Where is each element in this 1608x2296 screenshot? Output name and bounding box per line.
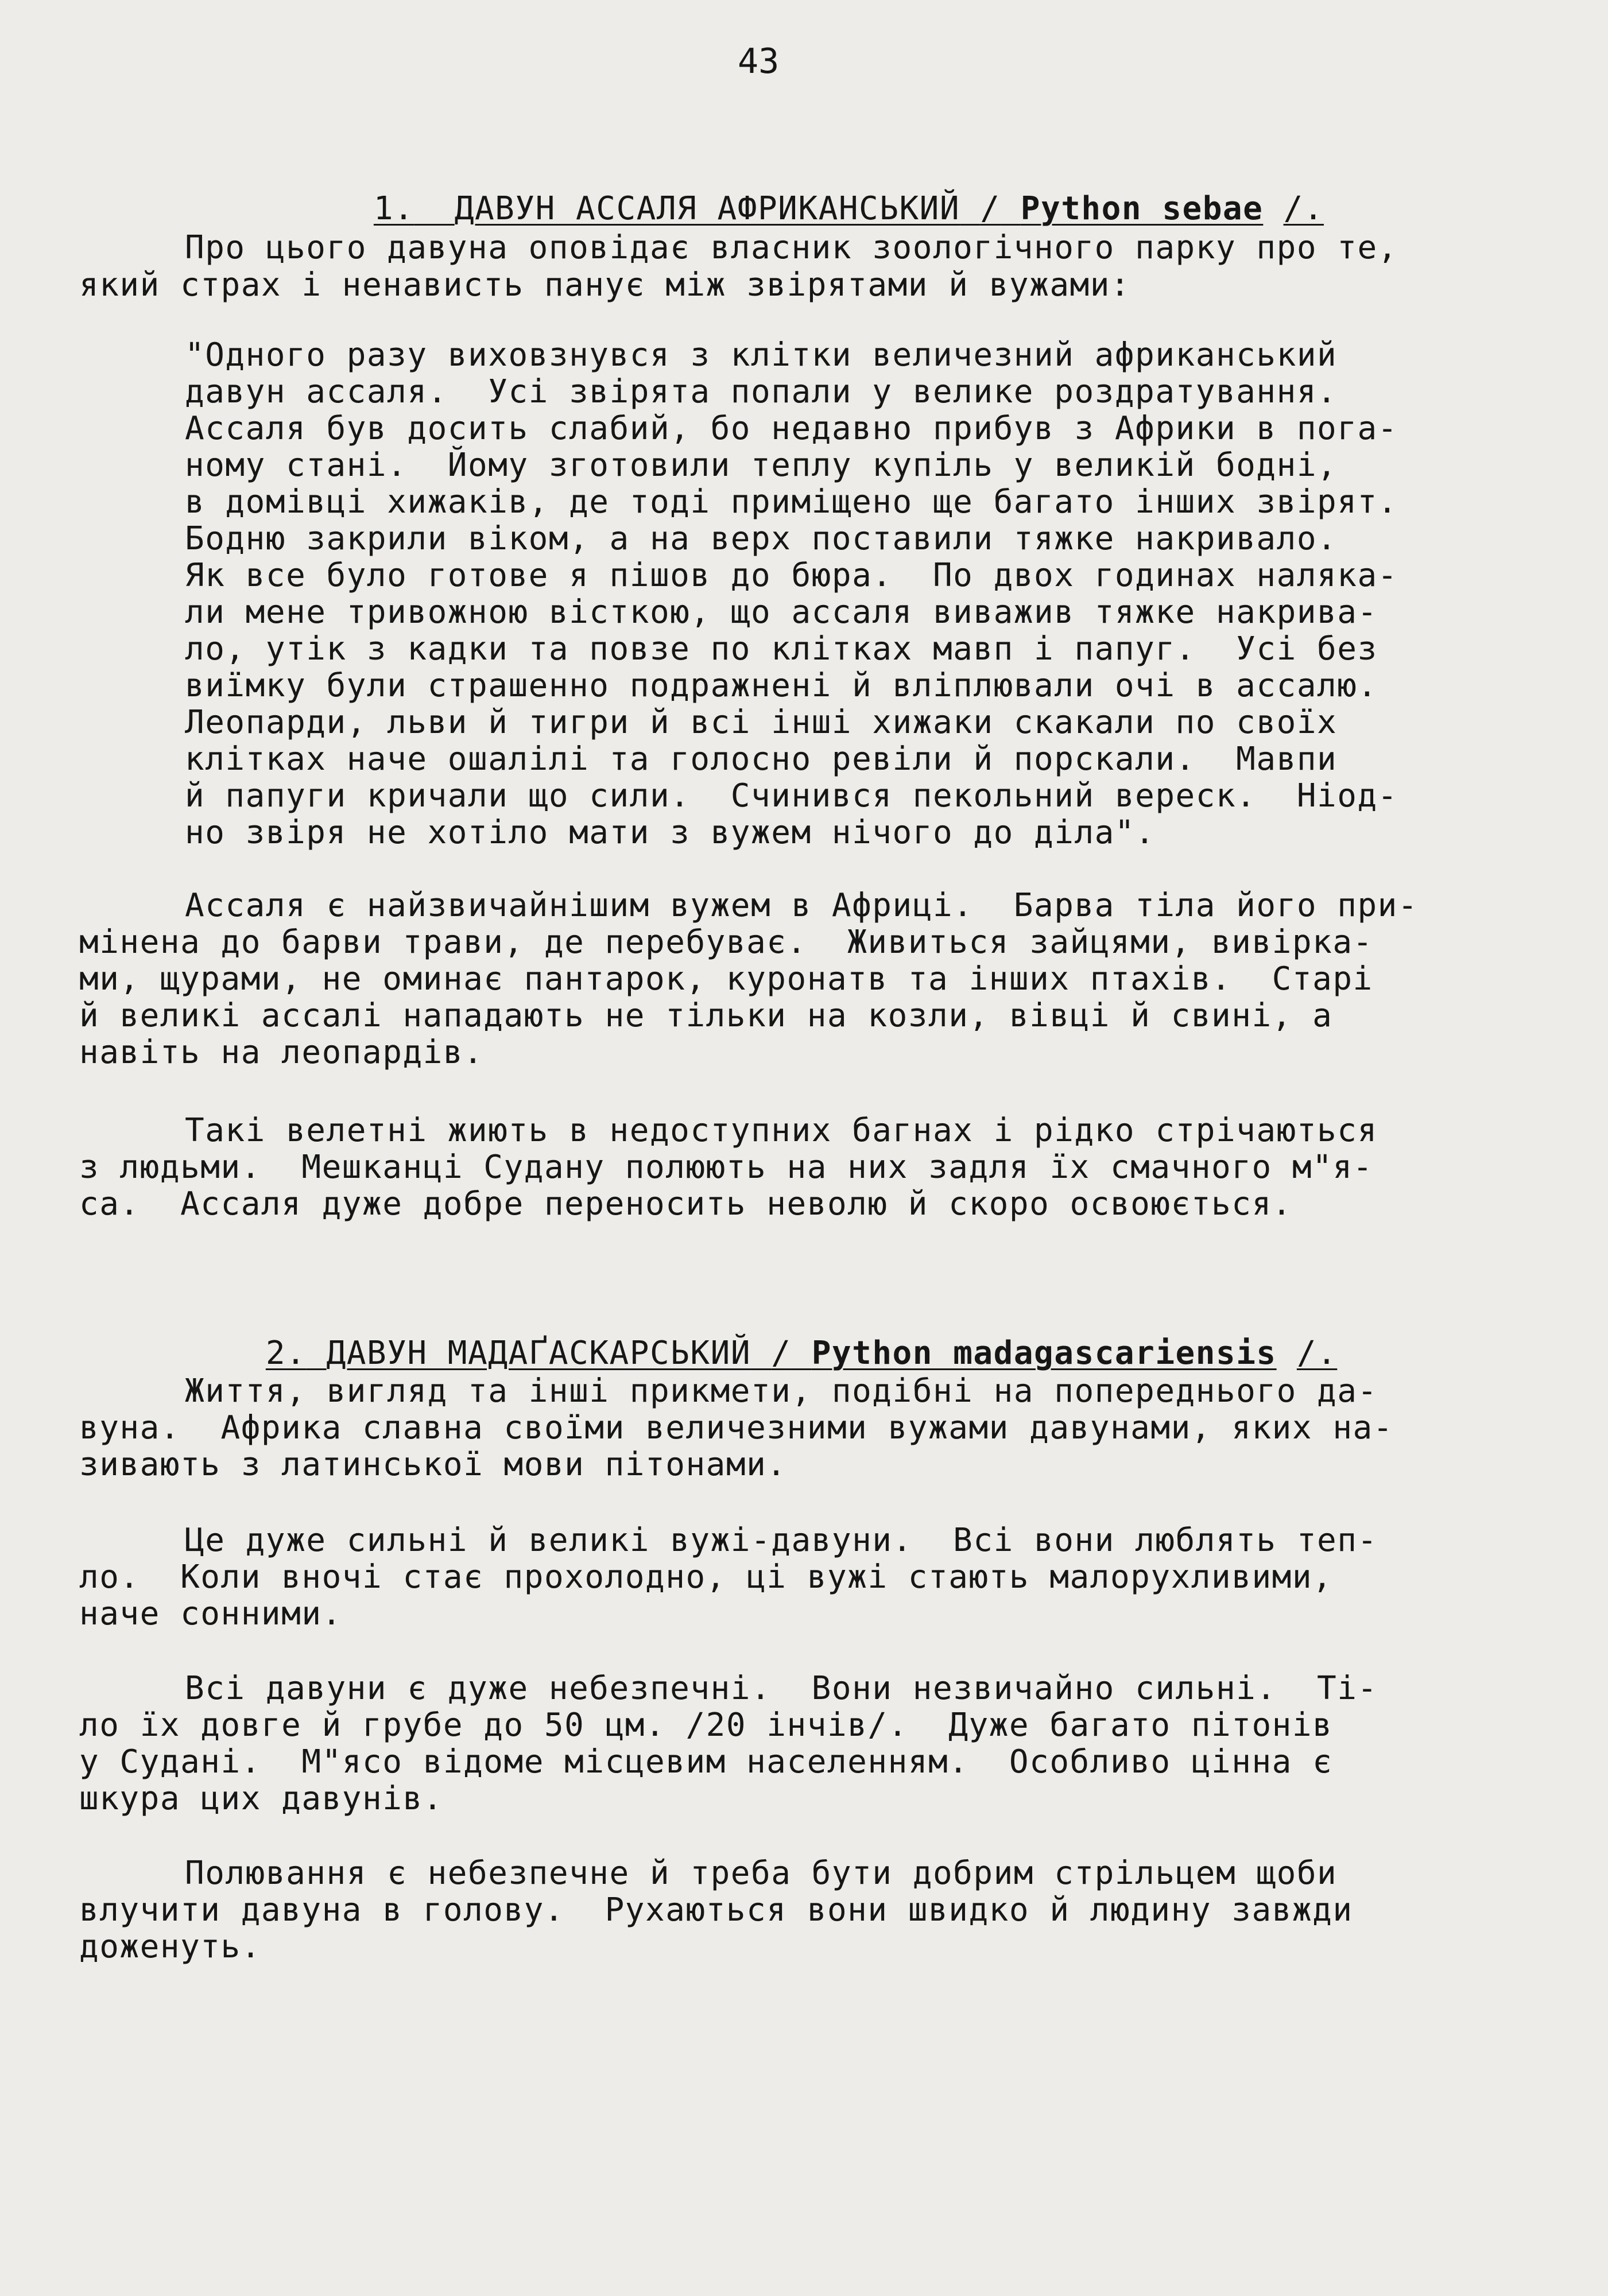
text-line: Полювання є небезпечне й треба бути добрим стрільцем щоби	[185, 1855, 1338, 1892]
text-line: який страх і ненависть панує між звірятами й вужами:	[79, 266, 1131, 304]
text-line: ло їх довге й грубе до 50 цм. /20 інчів/. Дуже багато пітонів	[79, 1707, 1333, 1744]
section-2-open: /	[771, 1335, 792, 1372]
text-line: ми, щурами, не оминає пантарок, куронатв та інших птахів. Старі	[79, 960, 1373, 998]
text-line: Ассаля є найзвичайнішим вужем в Африці. Барва тіла його при-	[185, 887, 1419, 924]
quote-line: Як все було готове я пішов до бюра. По двох годинах наляка-	[185, 557, 1398, 594]
section-1-close: /.	[1283, 190, 1324, 227]
quote-line: давун ассаля. Усі звірята попали у велике роздратування.	[185, 373, 1338, 410]
text-line: навіть на леопардів.	[79, 1034, 484, 1071]
quote-line: клітках наче ошалілі та голосно ревіли й порскали. Мавпи	[185, 740, 1338, 778]
quote-line: Леопарди, льви й тигри й всі інші хижаки скакали по своїх	[185, 704, 1338, 741]
section-2-latin: Python madagascariensis	[811, 1335, 1277, 1372]
text-line: шкура цих давунів.	[79, 1780, 443, 1817]
text-line: доженуть.	[79, 1928, 261, 1965]
text-line: з людьми. Мешканці Судану полюють на них задля їх смачного м"я-	[79, 1149, 1373, 1186]
section-1-open: /	[980, 190, 1001, 227]
text-line: вуна. Африка славна своїми величезними вужами давунами, яких на-	[79, 1409, 1393, 1446]
text-line: наче сонними.	[79, 1595, 342, 1632]
text-line: у Судані. М"ясо відоме місцевим населенням. Особливо цінна є	[79, 1743, 1333, 1781]
quote-line: "Одного разу виховзнувся з клітки величезний африканський	[185, 336, 1338, 374]
section-1-number: 1.	[373, 190, 414, 227]
text-line: влучити давуна в голову. Рухаються вони швидко й людину завжди	[79, 1891, 1353, 1929]
quote-line: ло, утік з кадки та повзе по клітках мавп і папуг. Усі без	[185, 630, 1378, 668]
page-number: 43	[738, 41, 780, 82]
text-line: й великі ассалі нападають не тільки на козли, вівці й свині, а	[79, 997, 1333, 1034]
text-line: зивають з латинської мови пітонами.	[79, 1446, 787, 1483]
quote-line: Бодню закрили віком, а на верх поставили тяжке накривало.	[185, 520, 1338, 557]
text-line: Це дуже сильні й великі вужі-давуни. Всі вони люблять теп-	[185, 1522, 1378, 1559]
section-1-latin: Python sebae	[1020, 190, 1264, 227]
text-line: ло. Коли вночі стає прохолодно, ці вужі стають малорухливими,	[79, 1558, 1333, 1596]
section-2-close: /.	[1296, 1335, 1338, 1372]
quote-line: ному стані. Йому зготовили теплу купіль у великій бодні,	[185, 447, 1338, 484]
quote-line: й папуги кричали що сили. Счинився пекольний вереск. Ніод-	[185, 777, 1398, 815]
quote-line: в домівці хижаків, де тоді приміщено ще багато інших звірят.	[185, 483, 1398, 521]
quote-line: но звіря не хотіло мати з вужем нічого до діла".	[185, 814, 1156, 851]
text-line: Всі давуни є дуже небезпечні. Вони незвичайно сильні. Ті-	[185, 1670, 1378, 1707]
quote-line: ли мене тривожною вісткою, що ассаля виважив тяжке накрива-	[185, 594, 1378, 631]
text-line: са. Ассаля дуже добре переносить неволю й скоро освоюється.	[79, 1185, 1292, 1223]
section-2-number: 2.	[265, 1335, 307, 1372]
text-line: Такі велетні жиють в недоступних багнах і рідко стрічаються	[185, 1112, 1378, 1149]
text-line: мінена до барви трави, де перебуває. Живиться зайцями, вивірка-	[79, 924, 1373, 961]
section-2-title: ДАВУН МАДАҐАСКАРСЬКИЙ	[326, 1335, 751, 1372]
text-line: Про цього давуна оповідає власник зоологічного парку про те,	[185, 229, 1398, 266]
section-1-title: ДАВУН АССАЛЯ АФРИКАНСЬКИЙ	[454, 190, 960, 227]
quote-line: Ассаля був досить слабий, бо недавно прибув з Африки в пога-	[185, 410, 1398, 447]
quote-line: виїмку були страшенно подражнені й вліплювали очі в ассалю.	[185, 667, 1378, 704]
text-line: Життя, вигляд та інші прикмети, подібні на попереднього да-	[185, 1372, 1378, 1410]
